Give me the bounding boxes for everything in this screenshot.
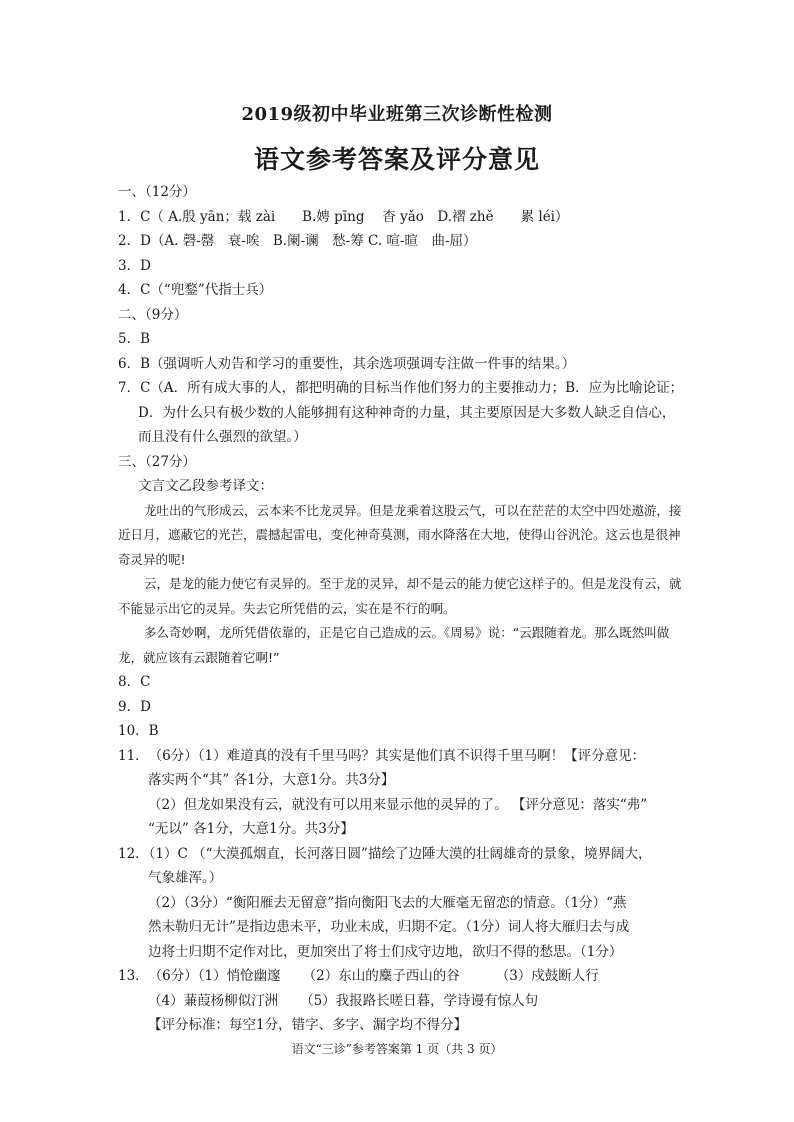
answer-q9: 9．D [118,698,151,715]
answer-q12-line5: 边将士归期不定作对比，更加突出了将士们戍守边地，欲归不得的愁思。（1分） [148,943,623,960]
answer-q4: 4．C（“兜鍪”代指士兵） [118,282,273,298]
answer-content [118,180,684,1038]
answer-q11-line4: “无以” 各1分，大意1分。共3分】 [148,821,354,837]
answer-q8: 8．C [118,674,151,690]
translation-paragraph-3: 多么奇妙啊，龙所凭借依靠的，正是它自己造成的云。《周易》说：“云跟随着龙。那么既然叫做龙，就应该有云跟随着它啊!” [118,625,670,665]
answer-q7: 7．C（A．所有成大事的人，都把明确的目标当作他们努力的主要推动力；B．应为比喻论证；D．为什么只有极少数的人能够拥有这种神奇的力量，其主要原因是大多数人缺乏自信心，而且没有什么强烈的欲望。） [118,380,684,445]
answer-key-title: 语文参考答案及评分意见 [253,145,540,174]
answer-q12-line1: 12．（1）C （“大漠孤烟直，长河落日圆”描绘了边陲大漠的壮阔雄奇的景象，境界阔大， [118,845,652,862]
translation-paragraph-1: 龙吐出的气形成云，云本来不比龙灵异。但是龙乘着这股云气，可以在茫茫的太空中四处遨游，接近日月，遮蔽它的光芒，震撼起雷电，变化神奇莫测，雨水降落在大地，使得山谷汎沦。这云也是很神奇灵异的呢! [118,502,682,567]
answer-q2: 2．D（A. 磬-罄 衰-唉 B.阑-谰 愁-筹 C. 喧-暄 曲-屈） [118,233,477,249]
answer-q13-item3: （3）戍鼓断人行 [495,968,599,984]
answer-q5: 5．B [118,331,151,347]
answer-q12-line2: 气象雄浑。） [148,870,223,886]
answer-q3: 3．D [118,257,151,274]
answer-q6: 6．B（强调听人劝告和学习的重要性，其余选项强调专注做一件事的结果。） [118,355,576,372]
answer-q13-item5: （5）我报路长嗟日暮，学诗谩有惊人句 [300,992,539,1009]
answer-q11-line3: （2）但龙如果没有云，就没有可以用来显示他的灵异的了。 【评分意见：落实“弗” [148,796,648,813]
answer-q13-item4: （4）蒹葭杨柳似汀洲 [148,992,279,1009]
translation-paragraph-2: 云，是龙的能力使它有灵异的。至于龙的灵异，却不是云的能力使它这样子的。但是龙没有云，就不能显示出它的灵异。失去它所凭借的云，实在是不行的啊。 [118,576,682,616]
answer-q1: 1．C（ A.殷 yān；载 zài B.娉 pīng 杳 yǎo D.褶 zhě 累 léi） [118,208,569,225]
translation-label: 文言文乙段参考译文： [138,478,273,494]
answer-q13-scoring: 【评分标准：每空1分，错字、多字、漏字均不得分】 [148,1017,468,1033]
answer-q13-item1: 13． （6分）（1）悄怆幽邃 [118,968,281,984]
section-2-heading: 二、（9分） [118,306,188,323]
answer-q12-line3: （2）（3分）“衡阳雁去无留意”指向衡阳飞去的大雁毫无留恋的情意。（1分）“燕 [148,894,627,911]
answer-q11-line1: 11． （6分）（1）难道真的没有千里马吗？其实是他们真不识得千里马啊！【评分意见： [118,747,646,764]
answer-q11-line2: 落实两个“其” 各1分，大意1分。共3分】 [148,772,395,788]
answer-q13-line1 [118,964,684,989]
answer-q12-line4: 然未勒归无计”是指边患未平，功业未成，归期不定。（1分）词人将大雁归去与成 [148,919,630,935]
page-footer: 语文“三诊”参考答案第 1 页（共 3 页） [291,1042,503,1056]
answer-q13-line2 [118,989,684,1014]
exam-title: 2019级初中毕业班第三次诊断性检测 [241,104,553,125]
answer-q10: 10．B [118,723,159,739]
answer-q13-item2: （2）东山的麋子西山的谷 [302,968,460,984]
section-3-heading: 三、（27分） [118,453,196,470]
section-1-heading: 一、（12分） [118,184,196,200]
